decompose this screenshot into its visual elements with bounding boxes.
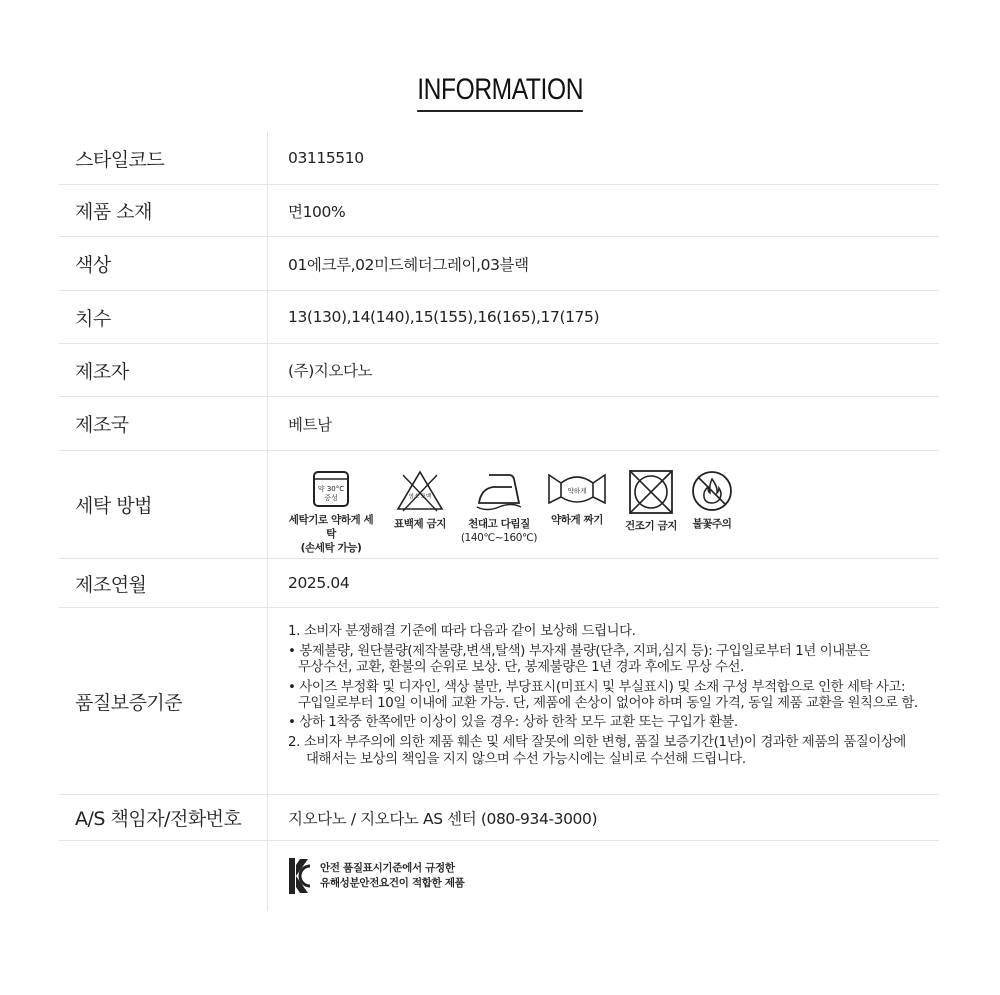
care-item: [383, 469, 457, 555]
kc-certification-icon: [288, 857, 312, 895]
bleach-inner-1: 염소: [408, 494, 420, 500]
caption-line: 불꽃주의: [692, 518, 732, 530]
washtub-inner-temp: 약 30°C: [317, 485, 345, 493]
no-bleach-icon: [395, 469, 445, 513]
care-item: [459, 469, 539, 555]
quality-line: 구입일로부터 10일 이내에 교환 가능. 단, 제품에 손상이 없어야 하며 동일 가격, 동일 제품 교환을 원칙으로 함.: [298, 696, 918, 711]
row-label: 세탁 방법: [75, 495, 152, 517]
iron-cloth-icon: [475, 469, 523, 513]
washtub-30c-icon: [311, 469, 351, 509]
no-tumble-dry-icon: [628, 469, 674, 515]
row-label: A/S 책임자/전화번호: [75, 808, 242, 830]
care-item: [285, 469, 377, 555]
row-label: 색상: [75, 254, 111, 276]
caption-line: 표백제 금지: [394, 518, 446, 530]
quality-line: 대해서는 보상의 책임을 지지 않으며 수선 가능시에는 실비로 수선해 드립니다.: [306, 751, 746, 767]
row-label: 제품 소재: [75, 201, 152, 223]
row-label: 스타일코드: [75, 148, 165, 171]
care-item: [541, 469, 613, 555]
row-value: 지오다노 / 지오다노 AS 센터 (080-934-3000): [288, 809, 598, 828]
care-caption: [625, 519, 677, 533]
care-icons: [285, 469, 739, 555]
row-value: 면100%: [288, 202, 346, 221]
kc-line: 안전 품질표시기준에서 규정한: [320, 862, 455, 874]
washtub-inner-neutral: 중성: [324, 494, 338, 502]
row-size: [59, 291, 939, 344]
row-kc: [59, 841, 939, 911]
row-country: [59, 397, 939, 451]
row-label: 치수: [75, 307, 111, 330]
care-caption: [285, 513, 377, 555]
row-washing: [59, 451, 939, 559]
row-style-code: [59, 132, 939, 185]
caption-line: 약하게 짜기: [551, 514, 603, 526]
caption-line: 천대고 다림질: [468, 518, 530, 530]
quality-line: 무상수선, 교환, 환불의 순위로 보상. 단, 봉제불량은 1년 경과 후에도 무상 수선.: [298, 660, 744, 675]
row-material: [59, 185, 939, 237]
row-date: [59, 559, 939, 608]
care-caption: [394, 517, 446, 531]
row-label: 품질보증기준: [75, 691, 183, 714]
row-value: 베트남: [288, 415, 332, 434]
row-color: [59, 237, 939, 291]
title-wrap: [0, 72, 1000, 112]
quality-line: 1. 소비자 분쟁해결 기준에 따라 다음과 같이 보상해 드립니다.: [288, 624, 636, 639]
kc-mark: [288, 857, 465, 895]
care-item: [617, 469, 685, 555]
care-item: [685, 469, 739, 555]
caption-line: 세탁기로 약하게 세탁: [288, 514, 374, 540]
quality-line: • 사이즈 부정확 및 디자인, 색상 불만, 부당표시(미표시 및 부실표시) 및 소재 구성 부적합으로 인한 세탁 사고:: [288, 679, 906, 695]
row-quality: [59, 608, 939, 795]
row-label: 제조자: [75, 360, 129, 383]
quality-line: • 봉제불량, 원단불량(제작불량,변색,탈색) 부자재 불량(단추, 지퍼,심지 등): 구입일로부터 1년 이내분은: [288, 643, 870, 659]
row-value: 2025.04: [288, 574, 350, 592]
care-caption: [693, 517, 732, 531]
kc-text: [320, 861, 465, 891]
caption-line: (손세탁 가능): [300, 542, 362, 554]
gentle-wring-icon: [547, 469, 607, 509]
row-value: 13(130),14(140),15(155),16(165),17(175): [288, 308, 600, 326]
row-value: 01에크루,02미드헤더그레이,03블랙: [288, 255, 529, 274]
page-title: INFORMATION: [417, 72, 583, 112]
caption-line: 건조기 금지: [625, 520, 677, 532]
quality-line: • 상하 1착중 한쪽에만 이상이 있을 경우: 상하 한착 모두 교환 또는 구입가 환불.: [288, 714, 738, 730]
row-label: 제조국: [75, 414, 129, 436]
care-caption: [551, 513, 603, 527]
care-caption: [461, 517, 537, 545]
wring-inner: 약하게: [567, 487, 587, 495]
caption-line: (140℃~160℃): [460, 532, 538, 544]
row-value: 03115510: [288, 149, 364, 167]
row-value: (주)지오다노: [288, 362, 373, 380]
row-as: [59, 795, 939, 841]
bleach-inner-2: 표백: [420, 494, 432, 500]
quality-text: [288, 624, 929, 768]
quality-line: 2. 소비자 부주의에 의한 제품 훼손 및 세탁 잘못에 의한 변형, 품질 보증기간(1년)이 경과한 제품의 품질이상에: [288, 735, 906, 750]
row-label: 제조연월: [75, 573, 147, 596]
kc-line: 유해성분안전요건이 적합한 제품: [320, 877, 465, 889]
fire-caution-icon: [690, 469, 734, 513]
row-manufacturer: [59, 344, 939, 397]
